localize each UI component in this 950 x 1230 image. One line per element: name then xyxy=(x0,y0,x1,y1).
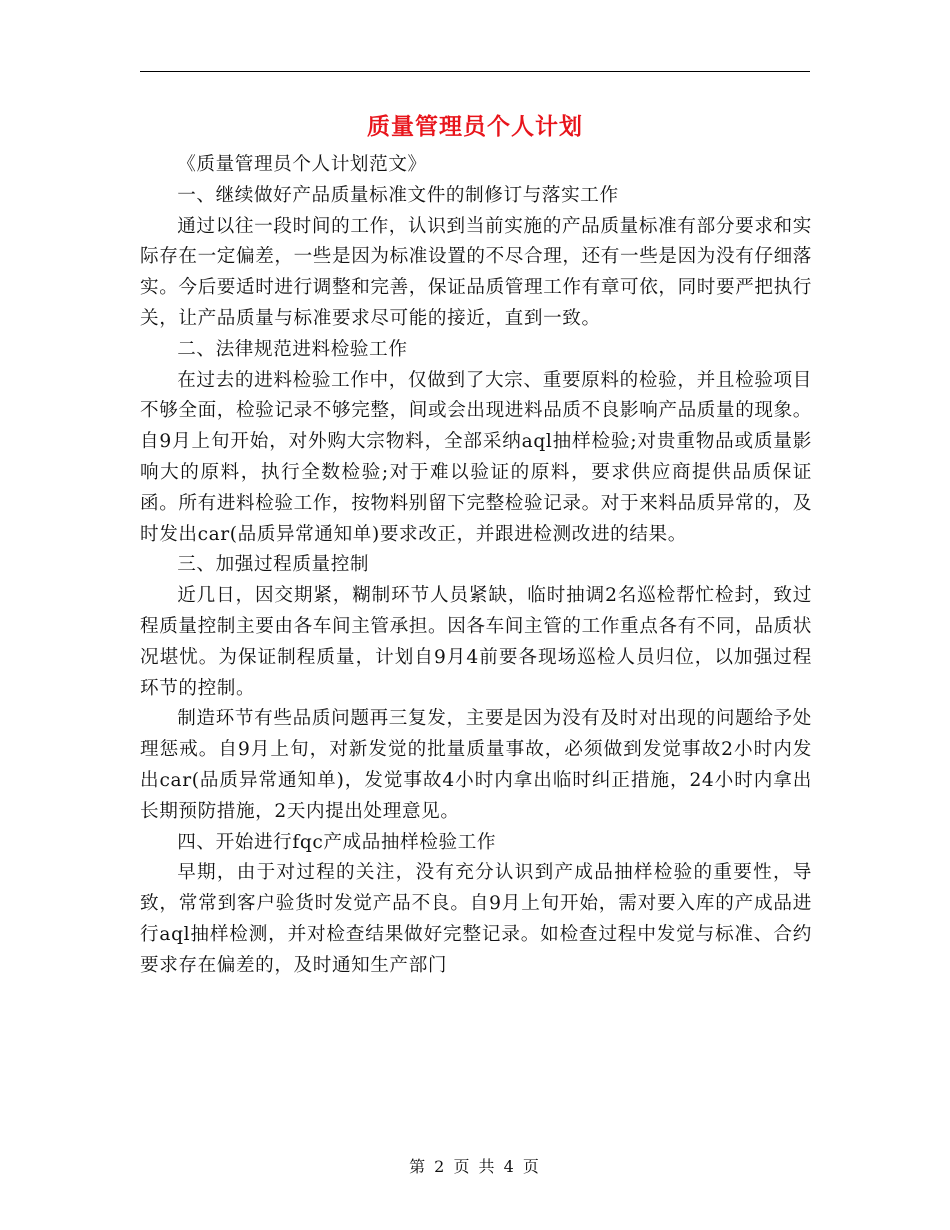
paragraph: 在过去的进料检验工作中，仅做到了大宗、重要原料的检验，并且检验项目不够全面，检验记录不够完整，间或会出现进料品质不良影响产品质量的现象。自9月上旬开始，对外购大宗物料，全部采纳aql抽样检验;对贵重物品或质量影响大的原料，执行全数检验;对于难以验证的原料，要求供应商提供品质保证函。所有进料检验工作，按物料别留下完整检验记录。对于来料品质异常的，及时发出car(品质异常通知单)要求改正，并跟进检测改进的结果。 xyxy=(140,369,812,545)
paragraph: 通过以往一段时间的工作，认识到当前实施的产品质量标准有部分要求和实际存在一定偏差，一些是因为标准设置的不尽合理，还有一些是因为没有仔细落实。今后要适时进行调整和完善，保证品质管理工作有章可依，同时要严把执行关，让产品质量与标准要求尽可能的接近，直到一致。 xyxy=(140,215,812,329)
section-heading-1: 一、继续做好产品质量标准文件的制修订与落实工作 xyxy=(177,184,619,206)
section-heading-3: 三、加强过程质量控制 xyxy=(177,554,370,576)
paragraph-subtitle: 《质量管理员个人计划范文》 xyxy=(177,154,427,175)
paragraph: 早期，由于对过程的关注，没有充分认识到产成品抽样检验的重要性，导致，常常到客户验货时发觉产品不良。自9月上旬开始，需对要入库的产成品进行aql抽样检测，并对检查结果做好完整记录。如检查过程中发觉与标准、合约要求存在偏差的，及时通知生产部门 xyxy=(140,862,812,976)
document-body xyxy=(140,150,812,982)
paragraph: 近几日，因交期紧，糊制环节人员紧缺，临时抽调2名巡检帮忙检封，致过程质量控制主要由各车间主管承担。因各车间主管的工作重点各有不同，品质状况堪忧。为保证制程质量，计划自9月4前要各现场巡检人员归位，以加强过程环节的控制。 xyxy=(140,585,812,699)
section-heading-2: 二、法律规范进料检验工作 xyxy=(177,338,408,360)
header-rule xyxy=(140,71,810,72)
page-number-footer: 第 2 页 共 4 页 xyxy=(409,1157,541,1176)
document-title: 质量管理员个人计划 xyxy=(367,113,583,140)
section-heading-4: 四、开始进行fqc产成品抽样检验工作 xyxy=(177,831,497,853)
paragraph: 制造环节有些品质问题再三复发，主要是因为没有及时对出现的问题给予处理惩戒。自9月上旬，对新发觉的批量质量事故，必须做到发觉事故2小时内发出car(品质异常通知单)，发觉事故4小时内拿出临时纠正措施，24小时内拿出长期预防措施，2天内提出处理意见。 xyxy=(140,708,812,822)
